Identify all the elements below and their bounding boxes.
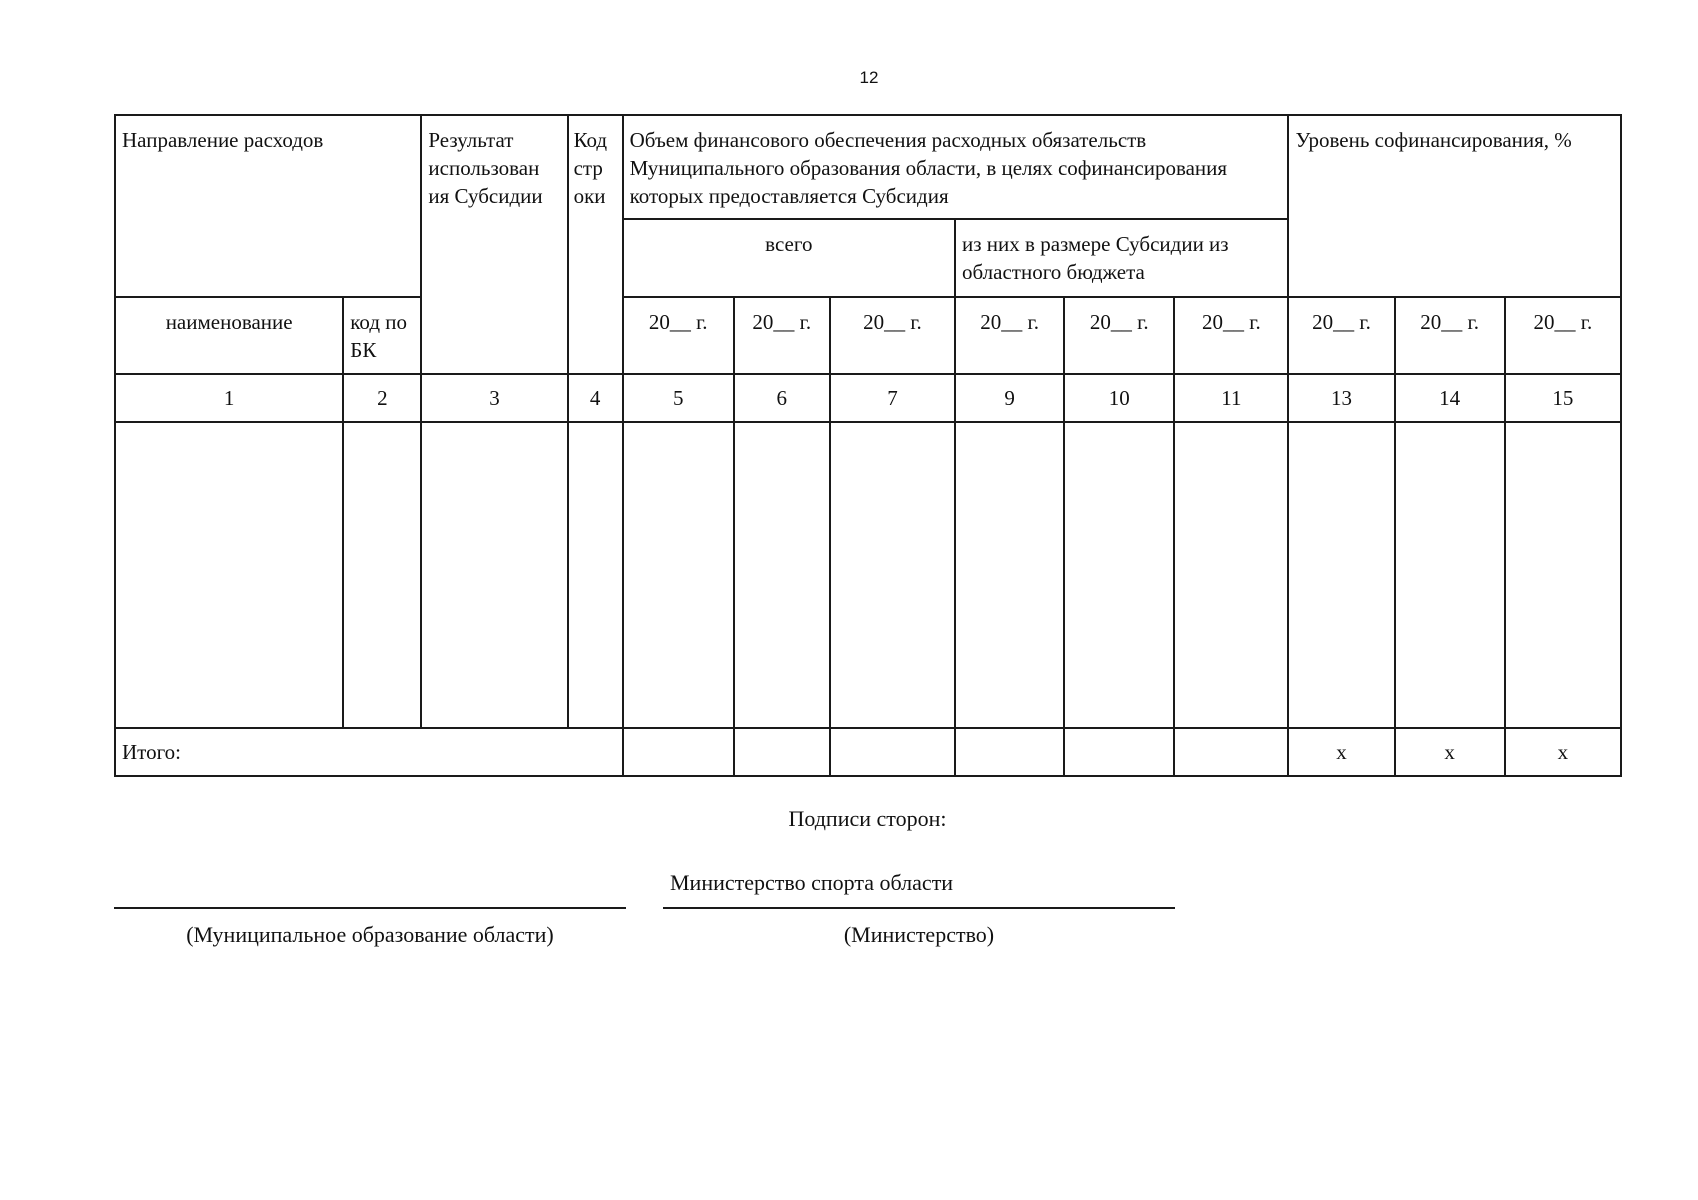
table-cell	[343, 422, 421, 728]
table-cell	[955, 728, 1064, 776]
year-label: 20__ г.	[1174, 297, 1288, 374]
year-label: 20__ г.	[1288, 297, 1394, 374]
year-label: 20__ г.	[1505, 297, 1621, 374]
table-cell	[1064, 422, 1174, 728]
column-number: 2	[343, 374, 421, 422]
table-cell	[1288, 422, 1394, 728]
column-number: 1	[115, 374, 343, 422]
column-number: 15	[1505, 374, 1621, 422]
total-mark: x	[1505, 728, 1621, 776]
year-label: 20__ г.	[1395, 297, 1505, 374]
column-number: 11	[1174, 374, 1288, 422]
table-cell	[734, 422, 830, 728]
table-cell	[1395, 422, 1505, 728]
table-cell	[734, 728, 830, 776]
table-cell	[955, 422, 1064, 728]
header-bk-code: код по БК	[343, 297, 421, 374]
table-cell	[421, 422, 567, 728]
column-number: 7	[830, 374, 955, 422]
page-number: 12	[859, 68, 879, 87]
column-number: 10	[1064, 374, 1174, 422]
table-cell	[1174, 728, 1288, 776]
column-number: 4	[568, 374, 623, 422]
table-cell	[1064, 728, 1174, 776]
table-cell	[830, 728, 955, 776]
table-cell	[623, 422, 734, 728]
expenses-form-table	[114, 114, 1622, 777]
table-cell	[568, 422, 623, 728]
table-row	[115, 422, 1621, 728]
header-code-row: Код стр оки	[568, 115, 623, 374]
column-number: 14	[1395, 374, 1505, 422]
header-volume: Объем финансового обеспечения расходных обязательств Муниципального образования области, в целях софинансирования которых предоставляется Субсидия	[623, 115, 1289, 219]
year-label: 20__ г.	[623, 297, 734, 374]
header-result: Результат использован ия Субсидии	[421, 115, 567, 374]
year-label: 20__ г.	[830, 297, 955, 374]
right-signature-caption: (Министерство)	[843, 922, 995, 947]
header-name: наименование	[115, 297, 343, 374]
right-signature-value: Министерство спорта области	[670, 870, 954, 895]
left-signature-caption: (Муниципальное образование области)	[186, 922, 554, 947]
column-number: 3	[421, 374, 567, 422]
column-number: 13	[1288, 374, 1394, 422]
year-label: 20__ г.	[955, 297, 1064, 374]
column-number: 9	[955, 374, 1064, 422]
total-row	[115, 728, 1621, 776]
year-label: 20__ г.	[734, 297, 830, 374]
total-mark: x	[1288, 728, 1394, 776]
total-mark: x	[1395, 728, 1505, 776]
year-label: 20__ г.	[1064, 297, 1174, 374]
right-signature-line	[663, 907, 1175, 909]
signatures-title: Подписи сторон:	[788, 806, 947, 831]
table-cell	[1174, 422, 1288, 728]
table-cell	[830, 422, 955, 728]
table-cell	[115, 422, 343, 728]
table-cell	[623, 728, 734, 776]
left-signature-line	[114, 907, 626, 909]
header-cofinancing-level: Уровень софинансирования, %	[1288, 115, 1621, 297]
total-label: Итого:	[115, 728, 623, 776]
column-number: 6	[734, 374, 830, 422]
header-direction: Направление расходов	[115, 115, 421, 297]
column-number: 5	[623, 374, 734, 422]
table-cell	[1505, 422, 1621, 728]
header-total-sub: всего	[623, 219, 955, 297]
header-subsidy-sub: из них в размере Субсидии из областного бюджета	[955, 219, 1288, 297]
